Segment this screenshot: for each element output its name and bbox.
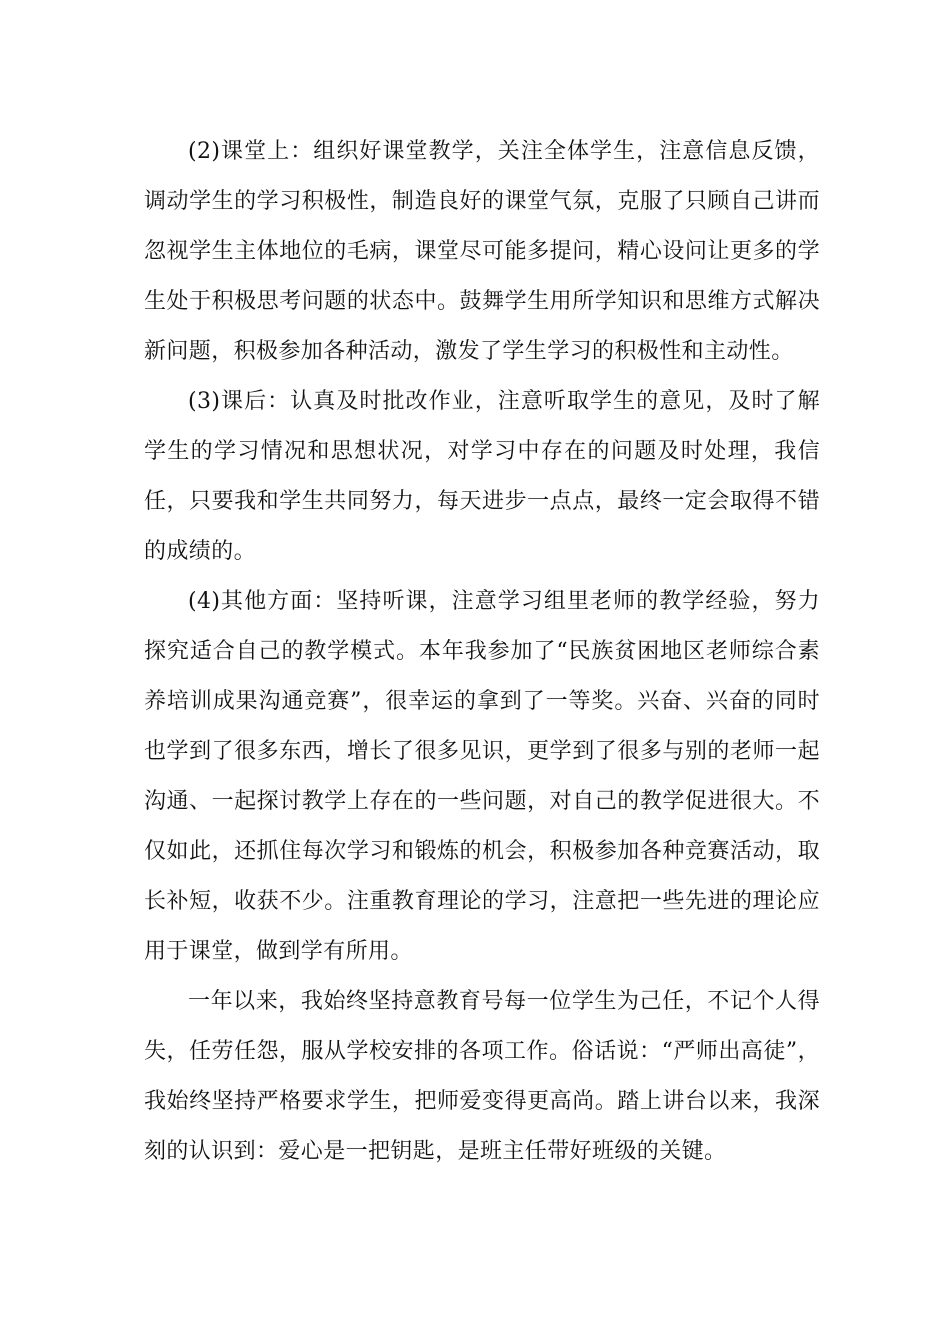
paragraph-year-summary: 一年以来，我始终坚持意教育号每一位学生为己任，不记个人得失，任劳任怨，服从学校安排的各项工作。俗话说：“严师出高徒”，我始终坚持严格要求学生，把师爱变得更高尚。踏上讲台以来，我深刻的认识到：爱心是一把钥匙，是班主任带好班级的关键。: [144, 989, 820, 1164]
paragraph-in-class: (2)课堂上：组织好课堂教学，关注全体学生，注意信息反馈，调动学生的学习积极性，制造良好的课堂气氛，克服了只顾自己讲而忽视学生主体地位的毛病，课堂尽可能多提问，精心设问让更多的学生处于积极思考问题的状态中。鼓舞学生用所学知识和思维方式解决新问题，积极参加各种活动，激发了学生学习的积极性和主动性。: [144, 139, 820, 364]
document-body: [144, 127, 820, 1177]
paragraph-after-class: (3)课后：认真及时批改作业，注意听取学生的意见，及时了解学生的学习情况和思想状况，对学习中存在的问题及时处理，我信任，只要我和学生共同努力，每天进步一点点，最终一定会取得不错的成绩的。: [144, 389, 820, 564]
paragraph-other-aspects: (4)其他方面：坚持听课，注意学习组里老师的教学经验，努力探究适合自己的教学模式。本年我参加了“民族贫困地区老师综合素养培训成果沟通竞赛”，很幸运的拿到了一等奖。兴奋、兴奋的同时也学到了很多东西，增长了很多见识，更学到了很多与别的老师一起沟通、一起探讨教学上存在的一些问题，对自己的教学促进很大。不仅如此，还抓住每次学习和锻炼的机会，积极参加各种竞赛活动，取长补短，收获不少。注重教育理论的学习，注意把一些先进的理论应用于课堂，做到学有所用。: [144, 589, 820, 964]
